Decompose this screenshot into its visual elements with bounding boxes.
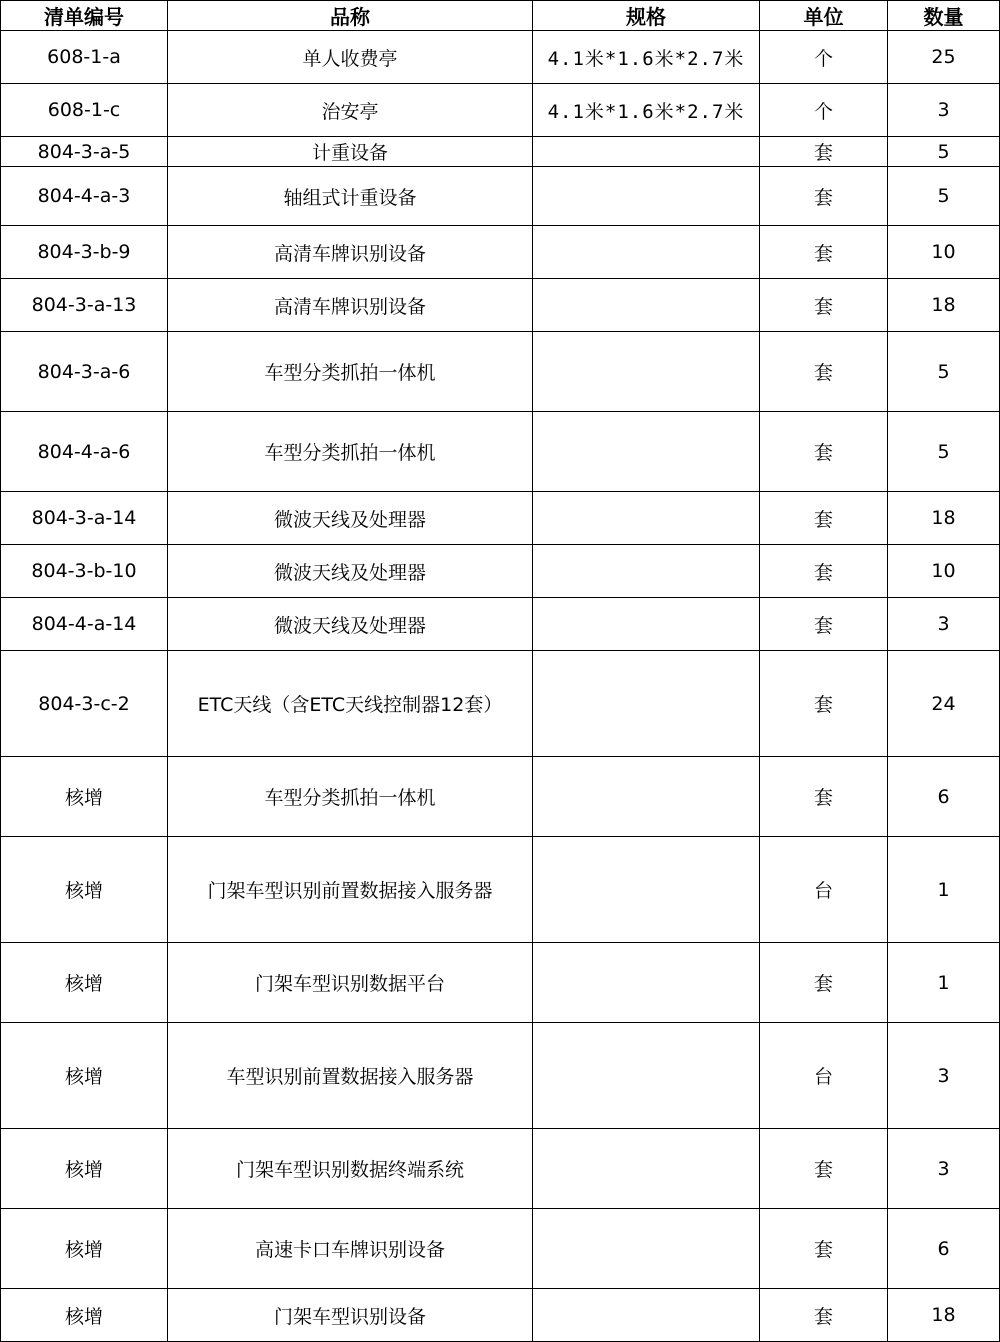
table-row — [1, 943, 1000, 1023]
table-row — [1, 279, 1000, 332]
table-row — [1, 651, 1000, 757]
cell-qty: 18 — [888, 492, 1000, 545]
cell-qty: 3 — [888, 1023, 1000, 1129]
cell-unit: 台 — [760, 837, 888, 943]
cell-spec — [533, 598, 760, 651]
cell-qty: 5 — [888, 412, 1000, 492]
header-name: 品称 — [168, 1, 533, 31]
cell-code: 核增 — [1, 1129, 168, 1209]
cell-unit: 套 — [760, 167, 888, 226]
cell-code: 804-3-b-10 — [1, 545, 168, 598]
table-row — [1, 31, 1000, 84]
cell-name: 门架车型识别数据平台 — [168, 943, 533, 1023]
cell-spec — [533, 137, 760, 167]
cell-unit: 套 — [760, 492, 888, 545]
table-row — [1, 1129, 1000, 1209]
header-unit: 单位 — [760, 1, 888, 31]
cell-code: 核增 — [1, 1209, 168, 1289]
cell-name: 单人收费亭 — [168, 31, 533, 84]
table-row — [1, 84, 1000, 137]
cell-spec — [533, 757, 760, 837]
cell-spec — [533, 332, 760, 412]
cell-unit: 套 — [760, 137, 888, 167]
table-row — [1, 1289, 1000, 1342]
cell-code: 核增 — [1, 943, 168, 1023]
cell-unit: 台 — [760, 1023, 888, 1129]
cell-unit: 套 — [760, 412, 888, 492]
header-code: 清单编号 — [1, 1, 168, 31]
cell-spec — [533, 1023, 760, 1129]
cell-spec — [533, 1289, 760, 1342]
cell-name: 高速卡口车牌识别设备 — [168, 1209, 533, 1289]
cell-spec: 4.1米*1.6米*2.7米 — [533, 31, 760, 84]
cell-name: 微波天线及处理器 — [168, 492, 533, 545]
cell-qty: 18 — [888, 1289, 1000, 1342]
cell-name: 轴组式计重设备 — [168, 167, 533, 226]
cell-code: 核增 — [1, 757, 168, 837]
cell-qty: 6 — [888, 757, 1000, 837]
cell-code: 804-4-a-3 — [1, 167, 168, 226]
cell-code: 804-4-a-14 — [1, 598, 168, 651]
cell-code: 804-3-a-13 — [1, 279, 168, 332]
cell-code: 核增 — [1, 1289, 168, 1342]
table-row — [1, 598, 1000, 651]
header-spec: 规格 — [533, 1, 760, 31]
cell-qty: 1 — [888, 943, 1000, 1023]
cell-name: 计重设备 — [168, 137, 533, 167]
cell-qty: 25 — [888, 31, 1000, 84]
cell-qty: 5 — [888, 167, 1000, 226]
cell-spec — [533, 943, 760, 1023]
cell-spec — [533, 1209, 760, 1289]
cell-name: 车型分类抓拍一体机 — [168, 757, 533, 837]
cell-spec — [533, 492, 760, 545]
table-row — [1, 1023, 1000, 1129]
cell-code: 804-3-c-2 — [1, 651, 168, 757]
cell-qty: 3 — [888, 84, 1000, 137]
cell-spec — [533, 1129, 760, 1209]
cell-name: 车型识别前置数据接入服务器 — [168, 1023, 533, 1129]
cell-name: 车型分类抓拍一体机 — [168, 332, 533, 412]
table-row — [1, 226, 1000, 279]
cell-spec — [533, 545, 760, 598]
cell-spec — [533, 167, 760, 226]
cell-code: 804-3-a-5 — [1, 137, 168, 167]
cell-code: 804-3-a-14 — [1, 492, 168, 545]
cell-unit: 套 — [760, 1129, 888, 1209]
cell-unit: 个 — [760, 31, 888, 84]
header-row — [1, 1, 1000, 31]
cell-spec — [533, 412, 760, 492]
cell-name: 治安亭 — [168, 84, 533, 137]
cell-qty: 1 — [888, 837, 1000, 943]
cell-unit: 套 — [760, 226, 888, 279]
cell-qty: 3 — [888, 1129, 1000, 1209]
header-qty: 数量 — [888, 1, 1000, 31]
cell-unit: 套 — [760, 1289, 888, 1342]
cell-spec — [533, 651, 760, 757]
cell-code: 804-3-a-6 — [1, 332, 168, 412]
cell-unit: 套 — [760, 598, 888, 651]
cell-name: 车型分类抓拍一体机 — [168, 412, 533, 492]
cell-code: 核增 — [1, 837, 168, 943]
cell-spec — [533, 226, 760, 279]
cell-unit: 套 — [760, 545, 888, 598]
cell-name: 门架车型识别数据终端系统 — [168, 1129, 533, 1209]
cell-unit: 个 — [760, 84, 888, 137]
cell-name: 门架车型识别设备 — [168, 1289, 533, 1342]
cell-qty: 10 — [888, 545, 1000, 598]
table-row — [1, 412, 1000, 492]
cell-qty: 3 — [888, 598, 1000, 651]
table-row — [1, 137, 1000, 167]
cell-qty: 6 — [888, 1209, 1000, 1289]
cell-code: 804-3-b-9 — [1, 226, 168, 279]
table-row — [1, 332, 1000, 412]
cell-name: 微波天线及处理器 — [168, 598, 533, 651]
table-body — [1, 31, 1000, 1342]
cell-name: ETC天线（含ETC天线控制器12套） — [168, 651, 533, 757]
cell-unit: 套 — [760, 332, 888, 412]
cell-name: 高清车牌识别设备 — [168, 226, 533, 279]
cell-qty: 18 — [888, 279, 1000, 332]
cell-qty: 10 — [888, 226, 1000, 279]
cell-qty: 5 — [888, 137, 1000, 167]
cell-name: 门架车型识别前置数据接入服务器 — [168, 837, 533, 943]
cell-name: 微波天线及处理器 — [168, 545, 533, 598]
cell-code: 804-4-a-6 — [1, 412, 168, 492]
cell-unit: 套 — [760, 651, 888, 757]
cell-unit: 套 — [760, 943, 888, 1023]
table-row — [1, 167, 1000, 226]
cell-unit: 套 — [760, 1209, 888, 1289]
table-row — [1, 837, 1000, 943]
cell-spec: 4.1米*1.6米*2.7米 — [533, 84, 760, 137]
table-row — [1, 545, 1000, 598]
cell-unit: 套 — [760, 279, 888, 332]
cell-code: 608-1-c — [1, 84, 168, 137]
table-row — [1, 757, 1000, 837]
cell-unit: 套 — [760, 757, 888, 837]
cell-name: 高清车牌识别设备 — [168, 279, 533, 332]
cell-qty: 5 — [888, 332, 1000, 412]
table-row — [1, 1209, 1000, 1289]
cell-spec — [533, 279, 760, 332]
cell-code: 核增 — [1, 1023, 168, 1129]
table-row — [1, 492, 1000, 545]
cell-qty: 24 — [888, 651, 1000, 757]
cell-code: 608-1-a — [1, 31, 168, 84]
cell-spec — [533, 837, 760, 943]
